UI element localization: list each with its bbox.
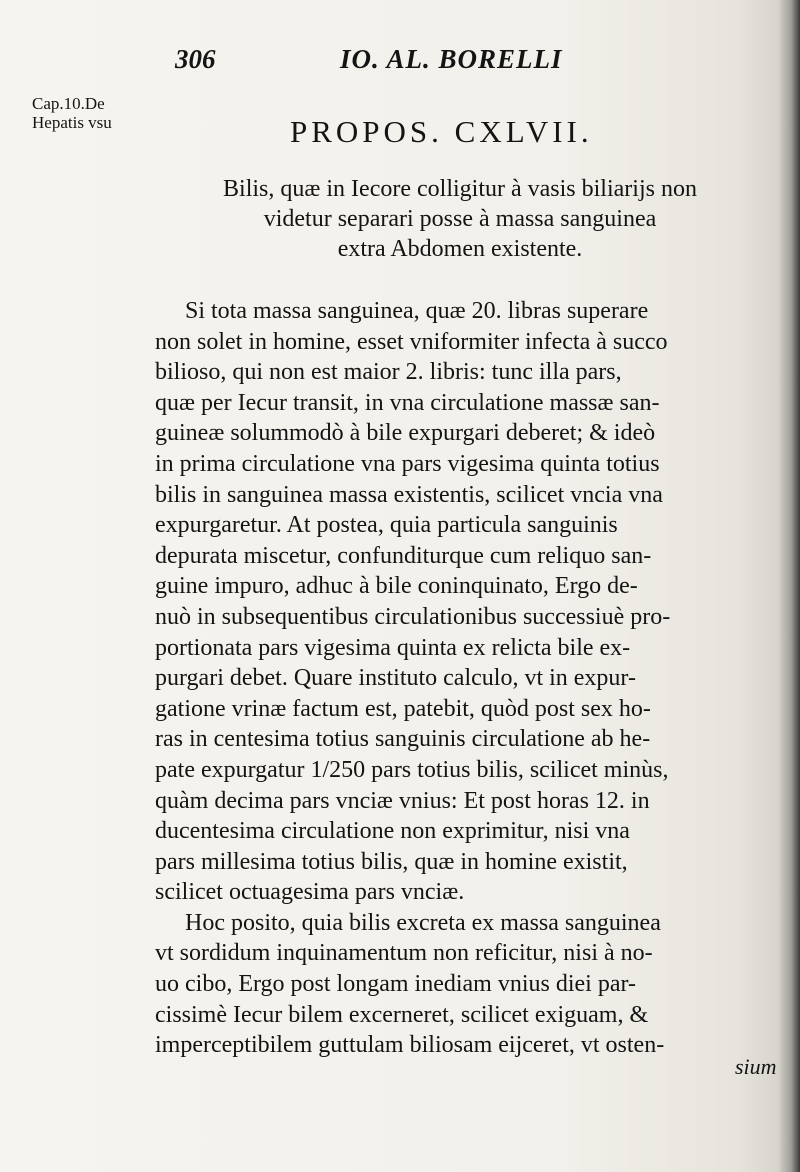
body-line: quàm decima pars vnciæ vnius: Et post horas 12. in [155,787,650,814]
body-line: guine impuro, adhuc à bile coninquinato, Ergo de- [155,573,638,600]
page-number: 306 [175,44,216,74]
margin-note-line: Hepatis vsu [32,113,112,132]
margin-note-line: Cap.10.De [32,94,105,113]
body-line: imperceptibilem guttulam biliosam eijceret, vt osten- [155,1032,665,1059]
proposition-title: PROPOS. CXLVII. [290,114,593,149]
body-line: purgari debet. Quare instituto calculo, vt in expur- [155,665,636,692]
body-line: portionata pars vigesima quinta ex relicta bile ex- [155,634,631,661]
body-line: Hoc posito, quia bilis excreta ex massa sanguinea [185,909,661,936]
body-line: ducentesima circulatione non exprimitur, nisi vna [155,818,630,845]
body-line: quæ per Iecur transit, in vna circulatione massæ san- [155,389,660,416]
page-gutter-shadow [778,0,800,1172]
body-line: uo cibo, Ergo post longam inediam vnius diei par- [155,971,636,998]
body-line: Si tota massa sanguinea, quæ 20. libras superare [185,298,649,324]
body-line: ras in centesima totius sanguinis circulatione ab he- [155,726,651,753]
proposition-summary [150,174,770,264]
body-line: pate expurgatur 1/250 pars totius bilis, scilicet minùs, [155,756,669,783]
body-line: guineæ solummodò à bile expurgari deberet; & ideò [155,420,656,447]
summary-line: extra Abdomen existente. [337,236,583,262]
body-text [155,296,767,1061]
body-line: bilis in sanguinea massa existentis, scilicet vncia vna [155,481,663,508]
catchword: sium [735,1054,777,1079]
body-line: non solet in homine, esset vniformiter infecta à succo [155,328,668,355]
body-line: vt sordidum inquinamentum non reficitur, nisi à no- [155,940,653,967]
body-line: expurgaretur. At postea, quia particula sanguinis [155,512,618,539]
summary-line: Bilis, quæ in Iecore colligitur à vasis biliarijs non [223,176,697,202]
summary-line: videtur separari posse à massa sanguinea [263,206,657,232]
body-line: bilioso, qui non est maior 2. libris: tunc illa pars, [155,359,622,386]
body-line: depurata miscetur, confunditurque cum reliquo san- [155,542,652,569]
body-line: nuò in subsequentibus circulationibus successiuè pro- [155,603,671,630]
body-line: scilicet octuagesima pars vnciæ. [155,879,465,906]
running-head-author: IO. AL. BORELLI [340,44,563,74]
margin-note [32,94,152,132]
body-line: gatione vrinæ factum est, patebit, quòd post sex ho- [155,695,651,722]
body-line: pars millesima totius bilis, quæ in homine existit, [155,848,628,875]
body-line: in prima circulatione vna pars vigesima quinta totius [155,450,660,477]
body-line: cissimè Iecur bilem excerneret, scilicet exiguam, & [155,1001,649,1028]
running-head [175,44,615,84]
